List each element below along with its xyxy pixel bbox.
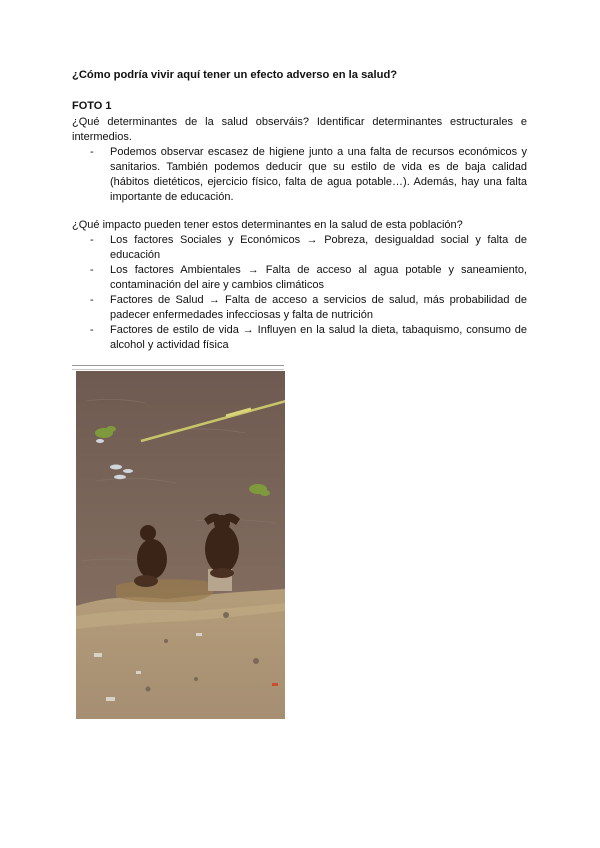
list-item bbox=[72, 293, 527, 323]
list-item bbox=[72, 145, 527, 205]
list-item bbox=[72, 323, 527, 353]
bullet-dash: - bbox=[90, 324, 94, 336]
bullet-dash: - bbox=[90, 264, 94, 276]
list-item bbox=[72, 233, 527, 263]
list-item-text: Los factores Ambientales → Falta de acceso al agua potable y saneamiento, contaminación del aire y cambios climáticos bbox=[110, 264, 527, 291]
question-2: ¿Qué impacto pueden tener estos determinantes en la salud de esta población? bbox=[72, 219, 463, 231]
photo-river-bathers bbox=[76, 371, 285, 719]
list-item-text: Los factores Sociales y Económicos → Pobreza, desigualdad social y falta de educación bbox=[110, 234, 527, 261]
divider-line bbox=[72, 365, 284, 366]
bullet-dash: - bbox=[90, 294, 94, 306]
bullet-dash: - bbox=[90, 234, 94, 246]
document-title: ¿Cómo podría vivir aquí tener un efecto adverso en la salud? bbox=[72, 69, 398, 81]
list-item-text: Factores de Salud → Falta de acceso a servicios de salud, más probabilidad de padecer enfermedades infecciosas y falta de nutrición bbox=[110, 294, 527, 321]
list-item-text: Factores de estilo de vida → Influyen en la salud la dieta, tabaquismo, consumo de alcohol y actividad física bbox=[110, 324, 527, 351]
bullet-dash: - bbox=[90, 146, 94, 158]
answer-1-list bbox=[72, 145, 527, 205]
answer-2-list bbox=[72, 233, 527, 353]
list-item-text: Podemos observar escasez de higiene junto a una falta de recursos económicos y sanitarios. También podemos deducir que su estilo de vida es de baja calidad (hábitos dietéticos, ejercicio físico, falta de agua potable…). Además, hay una falta importante de educación. bbox=[110, 146, 527, 203]
list-item bbox=[72, 263, 527, 293]
section-heading: FOTO 1 bbox=[72, 100, 112, 112]
question-1: ¿Qué determinantes de la salud observáis? Identificar determinantes estructurales e intermedios. bbox=[72, 116, 527, 143]
divider-line bbox=[72, 369, 284, 370]
